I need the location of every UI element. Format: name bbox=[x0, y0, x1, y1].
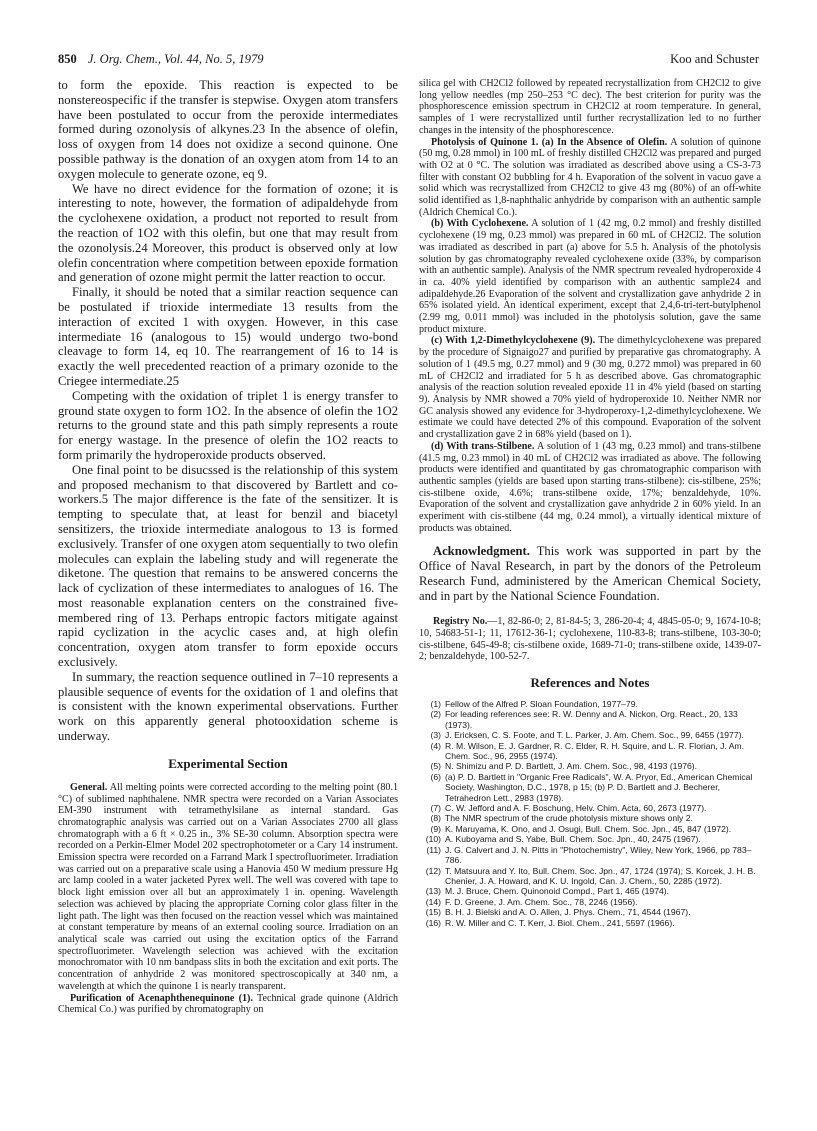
reference-text: N. Shimizu and P. D. Bartlett, J. Am. Chem. Soc., 98, 4193 (1976). bbox=[445, 761, 698, 772]
reference-number: (6) bbox=[430, 771, 441, 782]
right-column bbox=[419, 78, 761, 1108]
header-authors: Koo and Schuster bbox=[670, 52, 759, 66]
reference-item bbox=[419, 897, 761, 907]
paragraph-text: A solution of 1 (42 mg, 0.2 mmol) and freshly distilled cyclohexene (19 mg, 0.23 mmol) was prepared in 60 mL of CH2Cl2. The solution was irradiated as described in part (a) above for 5.5 h. Analysis of the photolysis solution by gas chromatography revealed cyclohexene oxide (33%, by comparison with an authentic sample). Analysis of the NMR spectrum revealed hydroperoxide 4 in ca. 40% yield identified by comparison with an authentic sample24 and adipaldehyde.26 Evaporation of the solvent and crystallization gave anhydride 2 in 65% isolated yield. An identical experiment, except that 2,4,6-tri-tert-butylphenol (2.99 mg, 0.011 mmol) was included in the photolysis solution, gave the same product mixture. bbox=[419, 218, 761, 335]
left-column bbox=[58, 78, 398, 1108]
section-heading: Experimental Section bbox=[168, 755, 288, 771]
reference-text: R. W. Miller and C. T. Kerr, J. Biol. Chem., 241, 5597 (1966). bbox=[445, 917, 675, 928]
reference-number: (11) bbox=[426, 844, 441, 855]
reference-number: (7) bbox=[430, 803, 441, 814]
reference-text: (a) P. D. Bartlett in "Organic Free Radicals", W. A. Pryor, Ed., American Chemical Society, Washington, D.C., 1978, p 15; (b) P. D. Bartlett and J. Becherer, Tetrahedron Lett., 2983 (1978). bbox=[445, 771, 753, 803]
reference-text: J. G. Calvert and J. N. Pitts in "Photochemistry", Wiley, New York, 1966, pp 783–786. bbox=[445, 844, 752, 866]
reference-number: (10) bbox=[425, 834, 441, 845]
discussion-text bbox=[58, 78, 398, 744]
run-in-heading: Acknowledgment. bbox=[433, 544, 530, 559]
paragraph-text: The dimethylcyclohexene was prepared by the procedure of Signaigo27 and purified by preparative gas chromatography. A solution of 1 (49.5 mg, 0.27 mmol) and 9 (30 mg, 0.272 mmol) was prepared in 60 mL of CH2Cl2 and irradiated for 5 h as described above. Gas chromatographic analysis of the reaction solution revealed epoxide 11 in 4% yield (based on starting 9). Analysis by NMR showed a 70% yield of hydroperoxide 10. Neither NMR nor GC analysis showed any evidence for 3-hydroperoxy-1,2-dimethylcyclohexene. We estimate we could have detected 2% of this compound. Evaporation of the solvent and crystallization gave 2 in 68% yield (based on 1). bbox=[419, 335, 761, 441]
reference-item bbox=[419, 918, 761, 928]
journal-citation: J. Org. Chem., Vol. 44, No. 5, 1979 bbox=[87, 52, 264, 66]
reference-number: (8) bbox=[430, 813, 441, 824]
general-paragraph bbox=[58, 782, 398, 993]
paragraph: In summary, the reaction sequence outlined in 7–10 represents a plausible sequence of events for the oxidation of 1 and olefins that is consistent with the known experimental observations. Further work on this apparently general photooxidation scheme is underway. bbox=[58, 669, 398, 744]
reference-number: (15) bbox=[425, 907, 441, 918]
reference-item bbox=[419, 741, 761, 762]
reference-item bbox=[419, 845, 761, 866]
reference-item bbox=[419, 730, 761, 740]
reference-number: (13) bbox=[425, 886, 441, 897]
run-in-heading: Purification of Acenaphthenequinone (1). bbox=[70, 992, 253, 1004]
run-in-heading: General. bbox=[70, 781, 108, 793]
paragraph-text: This work was supported in part by the Office of Naval Research, in part by the donors of the Petroleum Research Fund, administered by the American Chemical Society, and in part by the National Science Foundation. bbox=[419, 544, 761, 603]
reference-number: (4) bbox=[430, 740, 441, 751]
run-in-heading: (c) With 1,2-Dimethylcyclohexene (9). bbox=[431, 335, 596, 347]
reference-number: (2) bbox=[430, 709, 441, 720]
cyclohexene-paragraph bbox=[419, 218, 761, 335]
reference-item bbox=[419, 824, 761, 834]
header-left bbox=[58, 52, 263, 67]
reference-text: Fellow of the Alfred P. Sloan Foundation, 1977–79. bbox=[445, 699, 638, 710]
reference-number: (9) bbox=[430, 823, 441, 834]
reference-item bbox=[419, 761, 761, 771]
run-in-heading: (d) With trans-Stilbene. bbox=[431, 440, 535, 452]
reference-text: C. W. Jefford and A. F. Boschung, Helv. Chim. Acta, 60, 2673 (1977). bbox=[445, 803, 707, 814]
paragraph-text: A solution of 1 (43 mg, 0.23 mmol) and trans-stilbene (41.5 mg, 0.23 mmol) in 40 mL of CH2Cl2 was irradiated as above. The following products were identified and quantitated by gas chromatographic comparison with authentic samples (yields are based upon starting trans-stilbene): cis-stilbene, 25%; cis-stilbene oxide, 4.6%; trans-stilbene oxide, 17%; benzaldehyde, 10%. Evaporation of the solvent and crystallization gave anhydride 2 in 60% yield. In an experiment with cis-stilbene (44 mg, 0.24 mmol), a virtually identical mixture of products was obtained. bbox=[419, 440, 761, 534]
reference-text: M. J. Bruce, Chem. Quinonoid Compd., Part 1, 465 (1974). bbox=[445, 886, 670, 897]
paragraph: Finally, it should be noted that a similar reaction sequence can be postulated if trioxide intermediate 13 results from the interaction of excited 1 with oxygen. However, in this case intermediate 16 (analogous to 15) would undergo two-bond cleavage to form 14, eq 10. The rearrangement of 16 to 14 is exactly the well precedented reaction of a primary ozonide to the Criegee intermediate.25 bbox=[58, 285, 398, 388]
paragraph-text: A solution of quinone (50 mg, 0.28 mmol) in 100 mL of freshly distilled CH2Cl2 was prepared and purged with O2 at 0 °C. The solution was irradiated as described above using a CS-3-73 filter with constant O2 bubbling for 4 h. Evaporation of the solvent in vacuo gave a solid which was recrystallized from CH2Cl2 to give 43 mg (80%) of an off-white solid identified as 1,8-naphthalic anhydride by comparison with an authentic sample (Aldrich Chemical Co.). bbox=[419, 136, 761, 218]
reference-number: (3) bbox=[430, 730, 441, 741]
paragraph: We have no direct evidence for the formation of ozone; it is interesting to note, however, the formation of adipaldehyde from the cyclohexene oxidation, a product not reported to result from the reaction of 1O2 with this olefin, but one that may result from the ozonolysis.24 Moreover, this product is observed only at low olefin concentration where competition between epoxide formation and generation of ozone might permit the latter reaction to occur. bbox=[58, 181, 398, 285]
reference-text: K. Maruyama, K. Ono, and J. Osugi, Bull. Chem. Soc. Jpn., 45, 847 (1972). bbox=[445, 823, 732, 834]
reference-number: (12) bbox=[425, 865, 441, 876]
registry-numbers bbox=[419, 616, 761, 663]
reference-item bbox=[419, 772, 761, 803]
reference-text: B. H. J. Bielski and A. O. Allen, J. Phys. Chem., 71, 4544 (1967). bbox=[445, 907, 691, 918]
reference-item bbox=[419, 803, 761, 813]
stilbene-paragraph bbox=[419, 441, 761, 535]
run-in-heading: (b) With Cyclohexene. bbox=[431, 218, 529, 230]
dimethylcyclohexene-paragraph bbox=[419, 335, 761, 440]
references-list bbox=[419, 699, 761, 928]
paragraph-text: —1, 82-86-0; 2, 81-84-5; 3, 286-20-4; 4, 4845-05-0; 9, 1674-10-8; 10, 54683-51-1; 11, 17612-36-1; cyclohexene, 110-83-8; trans-stilbene, 103-30-0; cis-stilbene, 645-49-8; cis-stilbene oxide, 1689-71-0; trans-stilbene oxide, 1439-07-2; benzaldehyde, 100-52-7. bbox=[419, 616, 761, 663]
reference-number: (16) bbox=[425, 917, 441, 928]
reference-item bbox=[419, 834, 761, 844]
reference-text: A. Kuboyama and S. Yabe, Bull. Chem. Soc. Jpn., 40, 2475 (1967). bbox=[445, 834, 701, 845]
reference-text: R. M. Wilson, E. J. Gardner, R. C. Elder, R. H. Squire, and L. R. Florian, J. Am. Chem. Soc., 96, 2955 (1974). bbox=[445, 740, 744, 762]
paragraph: One final point to be disucssed is the relationship of this system and proposed mechanism to that discovered by Bartlett and co-workers.5 The major difference is the fate of the sensitizer. It is tempting to speculate that, at least for benzil and biacetyl sensitizers, the trioxide intermediate analogous to 13 is formed exclusively. Transfer of one oxygen atom sequentially to two olefin molecules can explain the labeling study and will regenerate the diketone. The question that remains to be answered concerns the lack of cyclization of these intermediates to analogues of 16. The most reasonable explanation centers on the constrained five-membered ring of 13. Perhaps entropic factors mitigate against rapid cyclization in the acyclic cases and, at high olefin concentration, oxygen atom transfer to form epoxide occurs exclusively. bbox=[58, 462, 398, 670]
reference-text: F. D. Greene, J. Am. Chem. Soc., 78, 2246 (1956). bbox=[445, 896, 638, 907]
reference-item bbox=[419, 813, 761, 823]
reference-item bbox=[419, 907, 761, 917]
paragraph-text: Technical grade quinone (Aldrich Chemical Co.) was purified by chromatography on bbox=[58, 992, 398, 1016]
reference-number: (14) bbox=[425, 896, 441, 907]
reference-text: The NMR spectrum of the crude photolysis mixture shows only 2. bbox=[445, 813, 693, 824]
reference-item bbox=[419, 866, 761, 887]
reference-item bbox=[419, 709, 761, 730]
page-number: 850 bbox=[58, 52, 77, 66]
reference-number: (5) bbox=[430, 761, 441, 772]
reference-number: (1) bbox=[430, 699, 441, 710]
reference-item bbox=[419, 699, 761, 709]
photolysis-paragraph bbox=[419, 137, 761, 219]
reference-text: For leading references see: R. W. Denny and A. Nickon, Org. React., 20, 133 (1973). bbox=[445, 709, 738, 730]
purification-paragraph bbox=[58, 993, 398, 1016]
paragraph: silica gel with CH2Cl2 followed by repeated recrystallization from CH2Cl2 to give long yellow needles (mp 250–253 °C dec). The best criterion for purity was the phosphorescence emission spectrum in CH2Cl2 at room temperature. In general, samples of 1 were recrystallized until further recrystallization led to no further changes in the intensity of the phosphorescence. bbox=[419, 78, 761, 136]
experimental-text-continued bbox=[419, 78, 761, 534]
reference-text: T. Matsuura and Y. Ito, Bull. Chem. Soc. Jpn., 47, 1724 (1974); S. Korcek, J. H. B. Chenier, J. A. Howard, and K. U. Ingold, Can. J. Chem., 50, 2285 (1972). bbox=[445, 865, 756, 886]
references-heading: References and Notes bbox=[530, 675, 650, 691]
acknowledgment bbox=[419, 544, 761, 603]
paragraph-text: All melting points were corrected according to the melting point (80.1 °C) of sublimed naphthalene. NMR spectra were recorded on a Varian Associates EM-390 instrument with tetramethylsilane as internal standard. Gas chromatographic analysis was carried out on a Varian Associates 2700 all glass chromatograph with a 6 ft × 0.25 in., 3% SE-30 column. Absorption spectra were recorded on a Perkin-Elmer Model 202 spectrophotometer or a Cary 14 instrument. Emission spectra were recorded on a Farrand Mark I spectrofluorimeter. Irradiation was carried out on a preparative scale using a Hanovia 450 W medium pressure Hg arc lamp cooled in a water jacketed Pyrex well. The well was covered with tape to block light emission over all but an approximately 1 in. opening. Wavelength selection was achieved by placing the appropriate Corning color glass filter in the light path. The light was then focused on the reaction vessel which was maintained at constant temperature by means of an external cooling source. Irradiation on an analytical scale was carried out using the excitation optics of the Farrand spectrofluorimeter. Wavelength selection was achieved with the excitation monochromator with 10 nm bandpass slits in both the excitation and exit ports. The concentration of anhydride 2 was monitored spectroscopically at 340 nm, a wavelength at which the quinone 1 is nearly transparent. bbox=[58, 781, 398, 992]
experimental-text bbox=[58, 782, 398, 1016]
run-in-heading: Photolysis of Quinone 1. (a) In the Absence of Olefin. bbox=[431, 136, 668, 148]
reference-text: J. Ericksen, C. S. Foote, and T. L. Parker, J. Am. Chem. Soc., 99, 6455 (1977). bbox=[445, 730, 744, 741]
reference-item bbox=[419, 886, 761, 896]
paragraph: to form the epoxide. This reaction is expected to be nonstereospecific if the transfer is stepwise. Oxygen atom transfers have been postulated to occur from the peroxide intermediates formed during ozonolysis of alkynes.23 In the absence of olefin, loss of oxygen from 14 does not oxidize a second quinone. One possible pathway is the donation of an oxygen atom from 14 to an oxygen molecule to generate ozone, eq 9. bbox=[58, 78, 398, 181]
running-header bbox=[58, 52, 759, 70]
paragraph: Competing with the oxidation of triplet 1 is energy transfer to ground state oxygen to form 1O2. In the absence of olefin the 1O2 returns to the ground state and this path simply represents a route for energy wastage. In the presence of olefin the 1O2 reacts to form primarily the hydroperoxide products observed. bbox=[58, 388, 398, 462]
run-in-heading: Registry No. bbox=[433, 616, 488, 628]
